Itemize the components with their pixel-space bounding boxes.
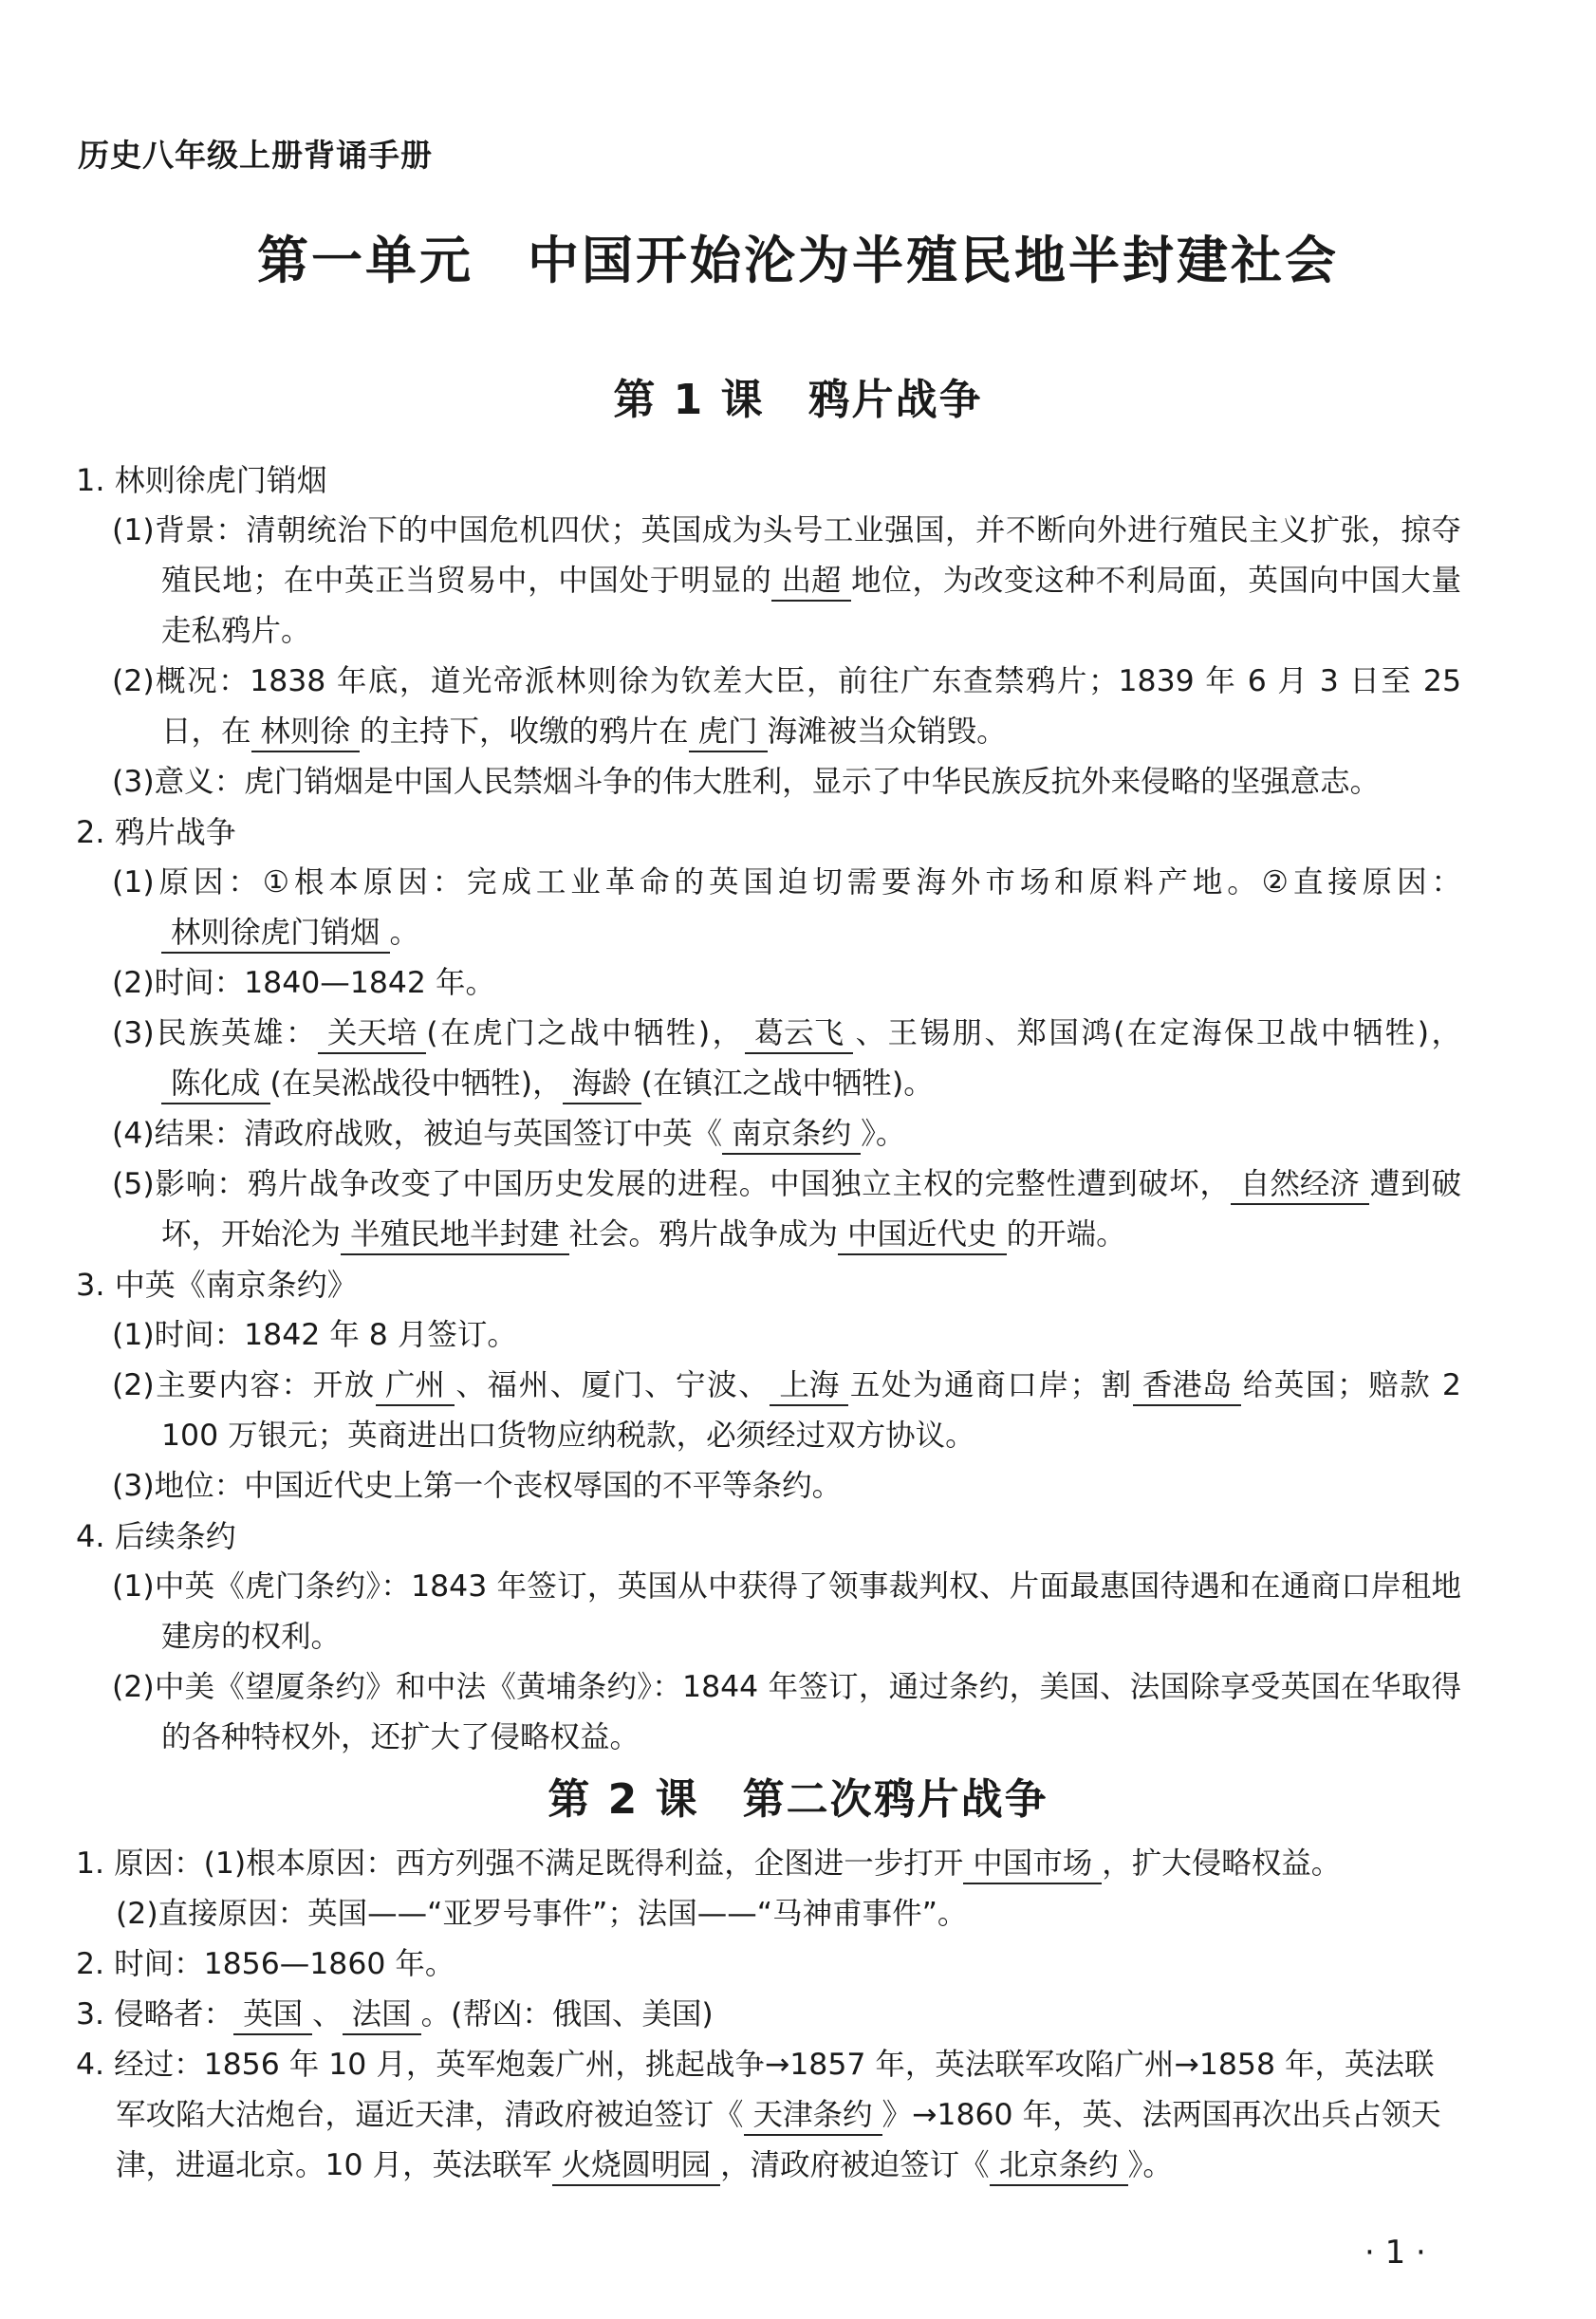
unit-title: 第一单元 中国开始沦为半殖民地半封建社会 xyxy=(257,231,1339,290)
list-item: (2)时间：1840—1842 年。 xyxy=(112,966,495,1000)
answer-blank: 海龄 xyxy=(563,1065,641,1104)
lesson1-title: 第 1 课 鸦片战争 xyxy=(613,376,983,424)
list-item: (1)背景：清朝统治下的中国危机四伏；英国成为头号工业强国，并不断向外进行殖民主义扩张，掠夺殖民地；在中英正当贸易中，中国处于明显的 出超 地位，为改变这种不利局面，英国向中国大量走私鸦片。 xyxy=(112,513,1461,648)
list-item: (3)意义：虎门销烟是中国人民禁烟斗争的伟大胜利，显示了中华民族反抗外来侵略的坚强意志。 xyxy=(112,765,1381,799)
lesson1-content xyxy=(76,455,1461,1763)
list-item: (2)直接原因：英国——“亚罗号事件”；法国——“马神甫事件”。 xyxy=(116,1897,968,1931)
list-item: (1)原因：①根本原因：完成工业革命的英国迫切需要海外市场和原料产地。②直接原因：林则徐虎门销烟 。 xyxy=(76,858,1461,958)
lesson2-content xyxy=(76,1839,1461,2191)
answer-blank: 林则徐 xyxy=(251,713,361,752)
section-heading: 2. 鸦片战争 xyxy=(76,814,236,850)
answer-blank: 虎门 xyxy=(689,713,768,752)
page-number: · 1 · xyxy=(1364,2234,1426,2272)
list-item: (5)影响：鸦片战争改变了中国历史发展的进程。中国独立主权的完整性遭到破坏， 自然经济 遭到破坏，开始沦为 半殖民地半封建 社会。鸦片战争成为 中国近代史 的开端。 xyxy=(76,1160,1461,1260)
answer-blank: 火烧圆明园 xyxy=(552,2146,721,2186)
list-item: (2)主要内容：开放 广州 、福州、厦门、宁波、 上海 五处为通商口岸；割 香港岛 给英国；赔款 2 100 万银元；英商进出口货物应纳税款，必须经过双方协议。 xyxy=(112,1368,1461,1453)
list-item: (3)民族英雄： 关天培 (在虎门之战中牺牲)， 葛云飞 、王锡朋、郑国鸿(在定海保卫战中牺牲)，陈化成 (在吴淞战役中牺牲)， 海龄 (在镇江之战中牺牲)。 xyxy=(76,1009,1461,1109)
answer-blank: 北京条约 xyxy=(990,2146,1128,2186)
answer-blank: 法国 xyxy=(343,1995,421,2035)
list-item: 2. 时间：1856—1860 年。 xyxy=(76,1947,455,1981)
book-title: 历史八年级上册背诵手册 xyxy=(78,137,433,174)
list-item: (1)时间：1842 年 8 月签订。 xyxy=(112,1318,517,1352)
list-item: (4)结果：清政府战败，被迫与英国签订中英《 南京条约 》。 xyxy=(76,1109,1461,1160)
answer-blank: 中国市场 xyxy=(963,1845,1102,1884)
list-item: (3)地位：中国近代史上第一个丧权辱国的不平等条约。 xyxy=(112,1469,843,1503)
list-item: (2)中美《望厦条约》和中法《黄埔条约》：1844 年签订，通过条约，美国、法国除享受英国在华取得的各种特权外，还扩大了侵略权益。 xyxy=(112,1670,1461,1754)
list-item: (1)中英《虎门条约》：1843 年签订，英国从中获得了领事裁判权、片面最惠国待遇和在通商口岸租地建房的权利。 xyxy=(112,1569,1461,1654)
answer-blank: 天津条约 xyxy=(744,2096,882,2136)
answer-blank: 半殖民地半封建 xyxy=(341,1215,569,1255)
answer-blank: 陈化成 xyxy=(161,1065,270,1104)
section-heading: 4. 后续条约 xyxy=(76,1518,236,1554)
section-heading: 1. 林则徐虎门销烟 xyxy=(76,462,327,498)
answer-blank: 关天培 xyxy=(318,1014,427,1054)
list-item: (2)概况：1838 年底，道光帝派林则徐为钦差大臣，前往广东查禁鸦片；1839 年 6 月 3 日至 25 日，在 林则徐 的主持下，收缴的鸦片在 虎门 海滩被当众销毁。 xyxy=(76,657,1461,757)
answer-blank: 中国近代史 xyxy=(838,1215,1007,1255)
answer-blank: 英国 xyxy=(233,1995,312,2035)
section-heading: 3. 中英《南京条约》 xyxy=(76,1267,358,1303)
answer-blank: 香港岛 xyxy=(1133,1366,1242,1406)
lesson2-title: 第 2 课 第二次鸦片战争 xyxy=(547,1775,1049,1824)
answer-blank: 广州 xyxy=(376,1366,455,1406)
answer-blank: 上海 xyxy=(770,1366,848,1406)
answer-blank: 林则徐虎门销烟 xyxy=(161,914,390,954)
list-item: 3. 侵略者： 英国 、 法国 。(帮凶：俄国、美国) xyxy=(76,1990,1461,2040)
answer-blank: 自然经济 xyxy=(1231,1165,1369,1205)
answer-blank: 南京条约 xyxy=(722,1115,861,1155)
answer-blank: 葛云飞 xyxy=(745,1014,854,1054)
list-item: 1. 原因：(1)根本原因：西方列强不满足既得利益，企图进一步打开 中国市场 ，扩大侵略权益。 xyxy=(76,1839,1461,1889)
list-item: 4. 经过：1856 年 10 月，英军炮轰广州，挑起战争→1857 年，英法联军攻陷广州→1858 年，英法联军攻陷大沽炮台，逼近天津，清政府被迫签订《 天津条约 》→1860 年，英、法两国再次出兵占领天津，进逼北京。10 月，英法联军 火烧圆明园 ，清政府被迫签订《 北京条约 》。 xyxy=(76,2040,1461,2191)
answer-blank: 出超 xyxy=(771,562,850,602)
